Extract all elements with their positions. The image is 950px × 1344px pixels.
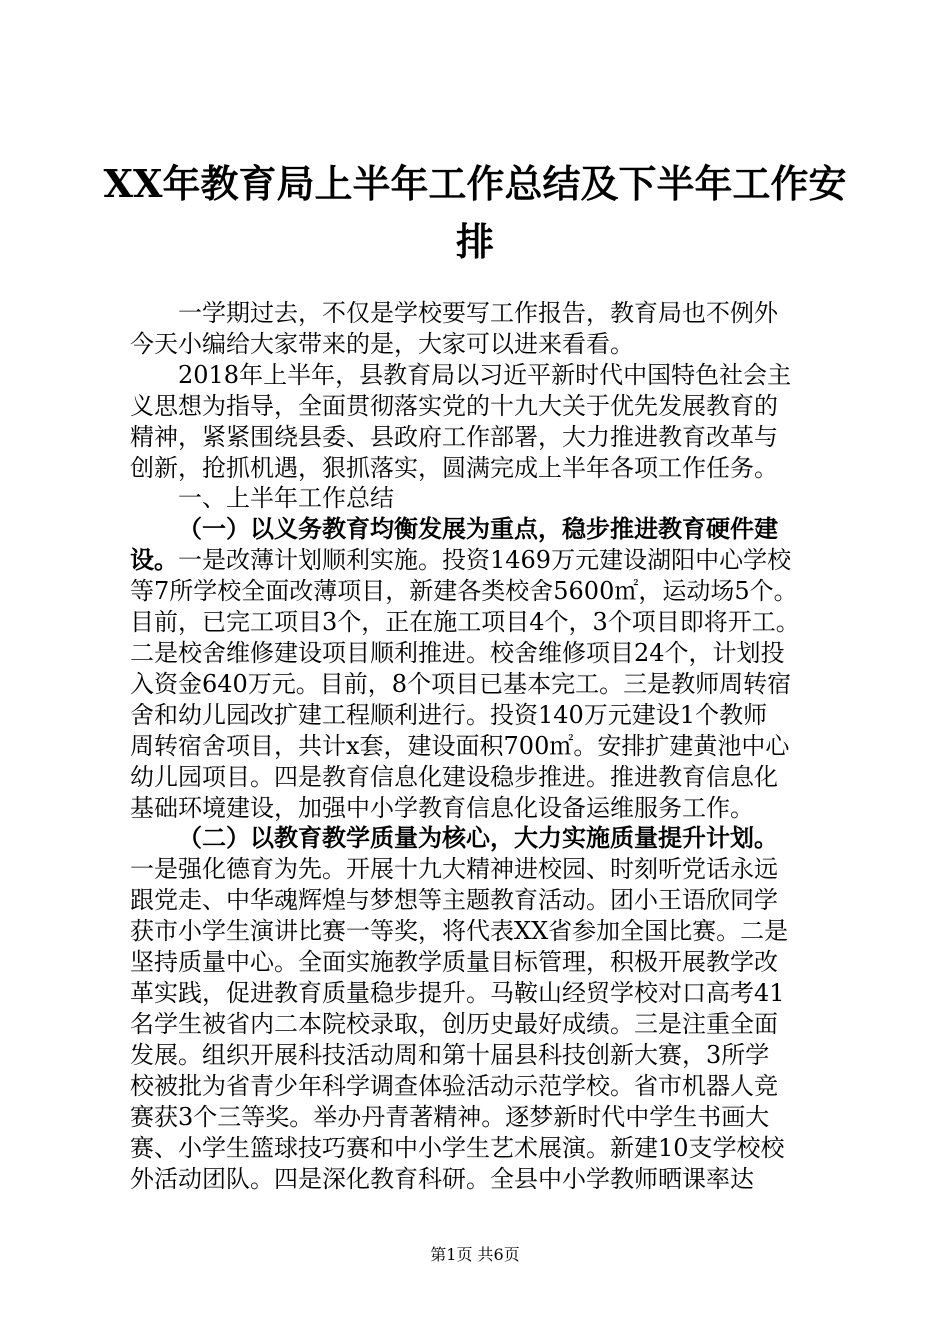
paragraph-line: 获市小学生演讲比赛一等奖，将代表XX省参加全国比赛。二是 (130, 917, 789, 945)
paragraph-line: 一是强化德育为先。开展十九大精神进校园、时刻听党话永远 (130, 855, 778, 883)
paragraph-line (130, 545, 830, 575)
paragraph-line: 2018年上半年，县教育局以习近平新时代中国特色社会主 (178, 361, 792, 389)
paragraph-line: 一学期过去，不仅是学校要写工作报告，教育局也不例外 (178, 299, 778, 327)
subsection-heading-end: 设。 (130, 545, 178, 574)
paragraph-line: 二是校舍维修建设项目顺利推进。校舍维修项目24个，计划投 (130, 639, 785, 667)
paragraph-line: 校被批为省青少年科学调查体验活动示范学校。省市机器人竞 (130, 1072, 778, 1100)
paragraph-line: 基础环境建设，加强中小学教育信息化设备运维服务工作。 (130, 794, 754, 822)
paragraph-line: 名学生被省内二本院校录取，创历史最好成绩。三是注重全面 (130, 1010, 778, 1038)
paragraph-line: 幼儿园项目。四是教育信息化建设稳步推进。推进教育信息化 (130, 763, 778, 791)
paragraph-line: 精神，紧紧围绕县委、县政府工作部署，大力推进教育改革与 (130, 423, 778, 451)
paragraph-line: 创新，抢抓机遇，狠抓落实，圆满完成上半年各项工作任务。 (130, 454, 778, 482)
subsection-heading: （一）以义务教育均衡发展为重点，稳步推进教育硬件建 (178, 514, 778, 543)
paragraph-line: 发展。组织开展科技活动周和第十届县科技创新大赛，3所学 (130, 1041, 770, 1069)
page-number-footer: 第1页 共6页 (430, 1245, 520, 1264)
document-title-line-2: 排 (455, 219, 494, 264)
paragraph-text: 一是改薄计划顺利实施。投资1469万元建设湖阳中心学校 (178, 546, 792, 574)
paragraph-line: 今天小编给大家带来的是，大家可以进来看看。 (130, 330, 634, 358)
paragraph-line: 革实践，促进教育质量稳步提升。马鞍山经贸学校对口高考41 (130, 979, 785, 1007)
paragraph-line: 赛、小学生篮球技巧赛和中小学生艺术展演。新建10支学校校 (130, 1134, 785, 1162)
paragraph-line: 赛获3个三等奖。举办丹青著精神。逐梦新时代中学生书画大 (130, 1103, 770, 1131)
paragraph-line: 跟党走、中华魂辉煌与梦想等主题教育活动。团小王语欣同学 (130, 886, 778, 914)
paragraph-line: 周转宿舍项目，共计x套，建设面积700㎡。安排扩建黄池中心 (130, 732, 790, 760)
paragraph-line: 目前，已完工项目3个，正在施工项目4个，3个项目即将开工。 (130, 608, 800, 636)
paragraph-line: 入资金640万元。目前，8个项目已基本完工。三是教师周转宿 (130, 670, 792, 698)
subsection-heading: （二）以教育教学质量为核心，大力实施质量提升计划。 (178, 823, 778, 852)
paragraph-line: 等7所学校全面改薄项目，新建各类校舍5600㎡，运动场5个。 (130, 577, 798, 605)
section-heading: 一、上半年工作总结 (178, 484, 394, 512)
paragraph-line: 义思想为指导，全面贯彻落实党的十九大关于优先发展教育的 (130, 392, 778, 420)
paragraph-line: 舍和幼儿园改扩建工程顺利进行。投资140万元建设1个教师 (130, 701, 768, 729)
paragraph-line: 外活动团队。四是深化教育科研。全县中小学教师晒课率达 (130, 1165, 754, 1193)
paragraph-line: 坚持质量中心。全面实施教学质量目标管理，积极开展教学改 (130, 948, 778, 976)
document-title-line-1: XX年教育局上半年工作总结及下半年工作安 (103, 161, 847, 206)
